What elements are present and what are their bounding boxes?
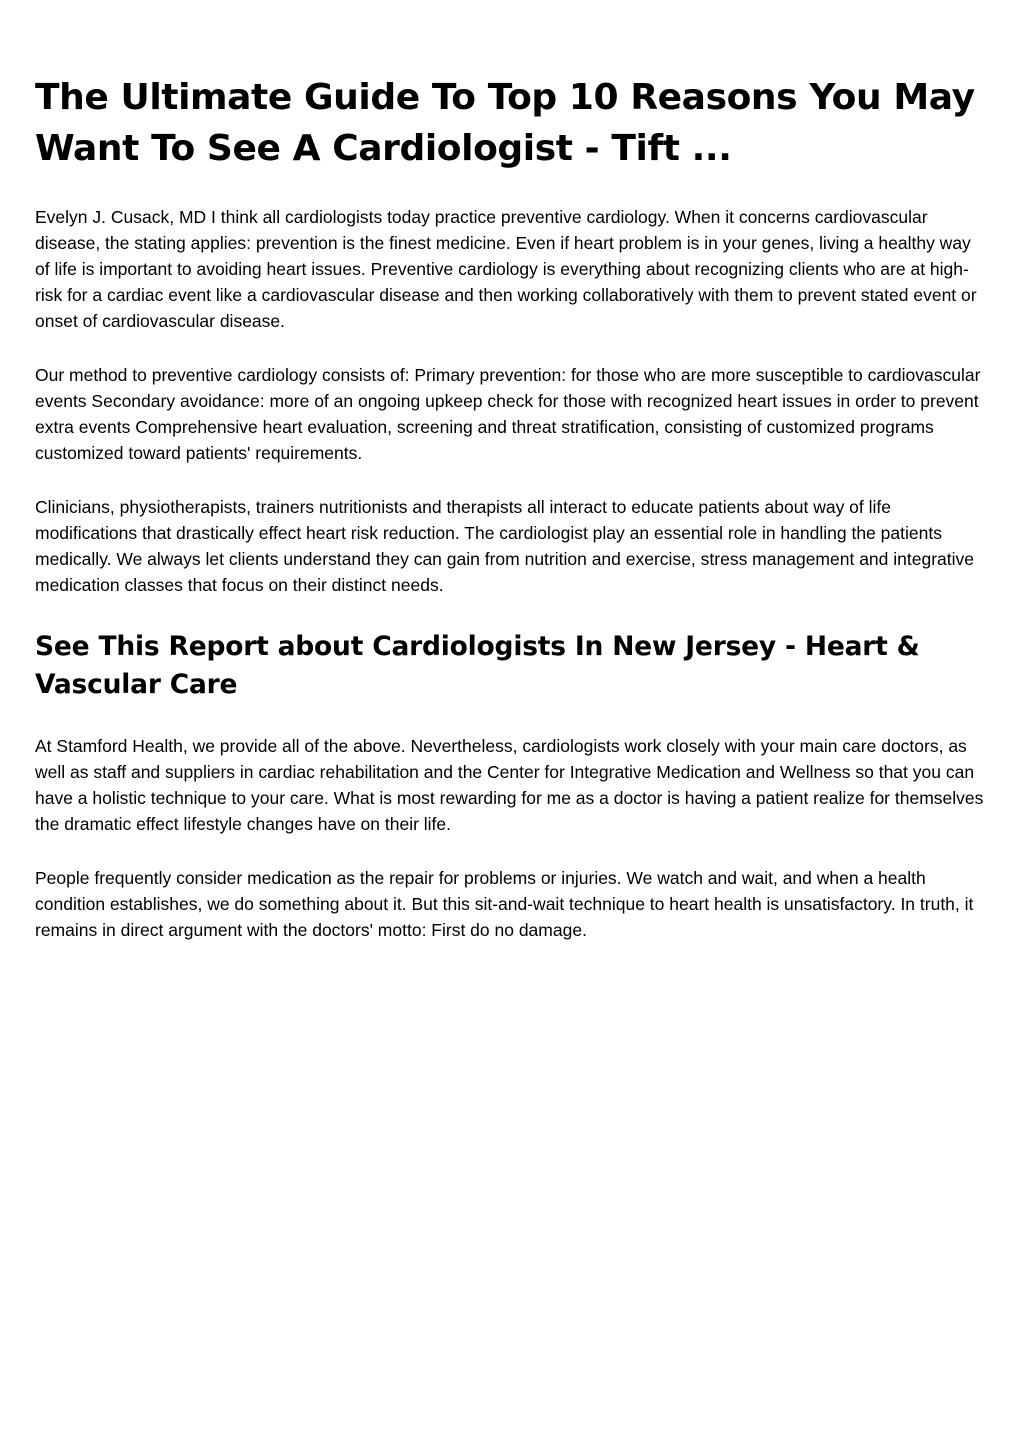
body-paragraph: People frequently consider medication as the repair for problems or injuries. We watch and wait, and when a health condition establishes, we do something about it. But this sit-and-wait technique to heart health is unsatisfactory. In truth, it remains in direct argument with the doctors' motto: First do no damage. bbox=[35, 868, 974, 940]
body-paragraph: Clinicians, physiotherapists, trainers nutritionists and therapists all interact to educate patients about way of life modifications that drastically effect heart risk reduction. The cardiologist play an essential role in handling the patients medically. We always let clients understand they can gain from nutrition and exercise, stress management and integrative medication classes that focus on their distinct needs. bbox=[35, 497, 974, 595]
body-paragraph: Our method to preventive cardiology consists of: Primary prevention: for those who are more susceptible to cardiovascular events Secondary avoidance: more of an ongoing upkeep check for those with recognized heart issues in order to prevent extra events Comprehensive heart evaluation, screening and threat stratification, consisting of customized programs customized toward patients' requirements. bbox=[35, 365, 981, 463]
document-page bbox=[35, 72, 990, 971]
section-heading: See This Report about Cardiologists In New Jersey - Heart & Vascular Care bbox=[35, 631, 920, 700]
page-title: The Ultimate Guide To Top 10 Reasons You May Want To See A Cardiologist - Tift ... bbox=[35, 77, 975, 169]
body-paragraph: At Stamford Health, we provide all of the above. Nevertheless, cardiologists work closely with your main care doctors, as well as staff and suppliers in cardiac rehabilitation and the Center for Integrative Medication and Wellness so that you can have a holistic technique to your care. What is most rewarding for me as a doctor is having a patient realize for themselves the dramatic effect lifestyle changes have on their life. bbox=[35, 736, 984, 834]
body-paragraph: Evelyn J. Cusack, MD I think all cardiologists today practice preventive cardiology. When it concerns cardiovascular disease, the stating applies: prevention is the finest medicine. Even if heart problem is in your genes, living a healthy way of life is important to avoiding heart issues. Preventive cardiology is everything about recognizing clients who are at high-risk for a cardiac event like a cardiovascular disease and then working collaboratively with them to prevent stated event or onset of cardiovascular disease. bbox=[35, 207, 977, 331]
